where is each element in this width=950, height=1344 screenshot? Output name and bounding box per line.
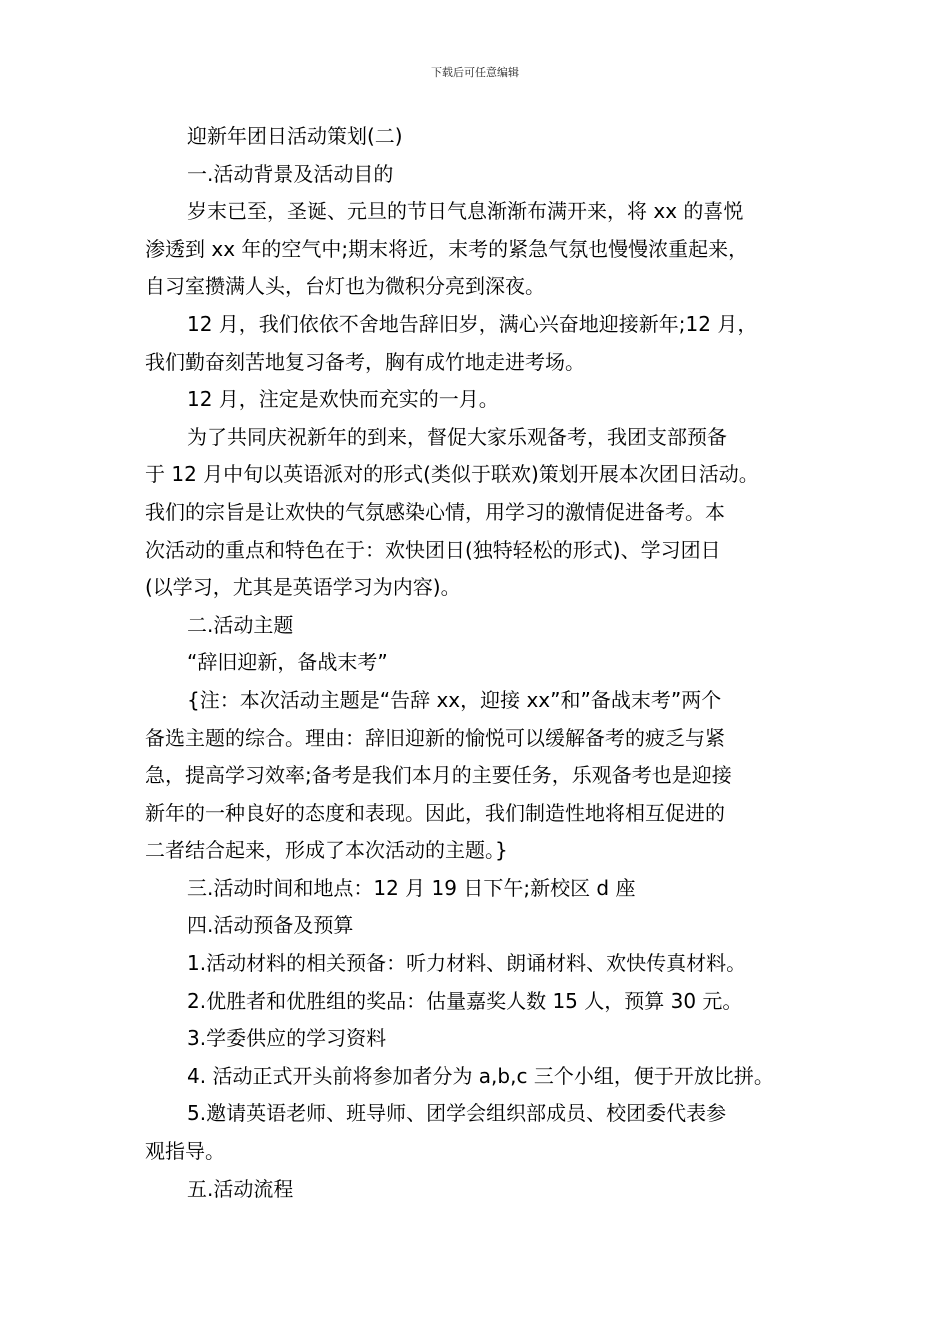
text-line: 于 12 月中旬以英语派对的形式(类似于联欢)策划开展本次团日活动。 [145, 462, 759, 487]
paragraph [145, 1020, 825, 1058]
text-line: 自习室攒满人头，台灯也为微积分亮到深夜。 [145, 274, 545, 299]
page-header: 下载后可任意编辑 [431, 66, 519, 79]
text-line: (以学习，尤其是英语学习为内容)。 [145, 575, 461, 600]
paragraph [145, 945, 825, 983]
text-line: 渗透到 xx 年的空气中;期末将近，末考的紧急气氛也慢慢浓重起来， [145, 236, 749, 261]
text-line: 迎新年团日活动策划(二) [187, 124, 403, 148]
text-line: 急，提高学习效率;备考是我们本月的主要任务，乐观备考也是迎接 [145, 763, 732, 788]
paragraph [145, 682, 825, 870]
text-line: 12 月，注定是欢快而充实的一月。 [187, 387, 499, 412]
paragraph [145, 156, 825, 194]
text-line: 五.活动流程 [187, 1176, 294, 1201]
paragraph [145, 306, 825, 381]
paragraph [145, 644, 825, 682]
paragraph [145, 1171, 825, 1209]
text-line: 次活动的重点和特色在于：欢快团日(独特轻松的形式)、学习团日 [145, 537, 721, 562]
document-body [145, 118, 825, 1208]
text-line: 为了共同庆祝新年的到来，督促大家乐观备考，我团支部预备 [187, 424, 727, 449]
text-line: 我们的宗旨是让欢快的气氛感染心情，用学习的激情促进备考。本 [145, 499, 725, 524]
text-line: 新年的一种良好的态度和表现。因此，我们制造性地将相互促进的 [145, 800, 725, 825]
text-line: 备选主题的综合。理由：辞旧迎新的愉悦可以缓解备考的疲乏与紧 [145, 725, 725, 750]
text-line: 4. 活动正式开头前将参加者分为 a,b,c 三个小组，便于开放比拼。 [187, 1063, 774, 1088]
paragraph [145, 1058, 825, 1096]
text-line: 三.活动时间和地点：12 月 19 日下午;新校区 d 座 [187, 875, 636, 900]
text-line: 5.邀请英语老师、班导师、团学会组织部成员、校团委代表参 [187, 1101, 727, 1126]
paragraph [145, 983, 825, 1021]
text-line: 1.活动材料的相关预备：听力材料、朗诵材料、欢快传真材料。 [187, 951, 747, 976]
paragraph [145, 907, 825, 945]
text-line: {注：本次活动主题是“告辞 xx，迎接 xx”和”备战末考”两个 [187, 687, 722, 712]
text-line: 岁末已至，圣诞、元旦的节日气息渐渐布满开来，将 xx 的喜悦 [187, 199, 744, 224]
text-line: 观指导。 [145, 1139, 225, 1164]
paragraph [145, 118, 825, 156]
paragraph [145, 193, 825, 306]
text-line: 2.优胜者和优胜组的奖品：估量嘉奖人数 15 人，预算 30 元。 [187, 988, 743, 1013]
text-line: 二.活动主题 [187, 612, 294, 637]
text-line: 12 月，我们依依不舍地告辞旧岁，满心兴奋地迎接新年;12 月， [187, 311, 758, 336]
paragraph [145, 1095, 825, 1170]
text-line: 四.活动预备及预算 [187, 913, 354, 938]
text-line: 3.学委供应的学习资料 [187, 1026, 387, 1051]
paragraph [145, 607, 825, 645]
paragraph [145, 419, 825, 607]
paragraph [145, 381, 825, 419]
text-line: 二者结合起来，形成了本次活动的主题。} [145, 838, 508, 863]
text-line: 我们勤奋刻苦地复习备考，胸有成竹地走进考场。 [145, 349, 585, 374]
text-line: 一.活动背景及活动目的 [187, 161, 394, 186]
paragraph [145, 870, 825, 908]
text-line: “辞旧迎新，备战末考” [187, 650, 388, 675]
